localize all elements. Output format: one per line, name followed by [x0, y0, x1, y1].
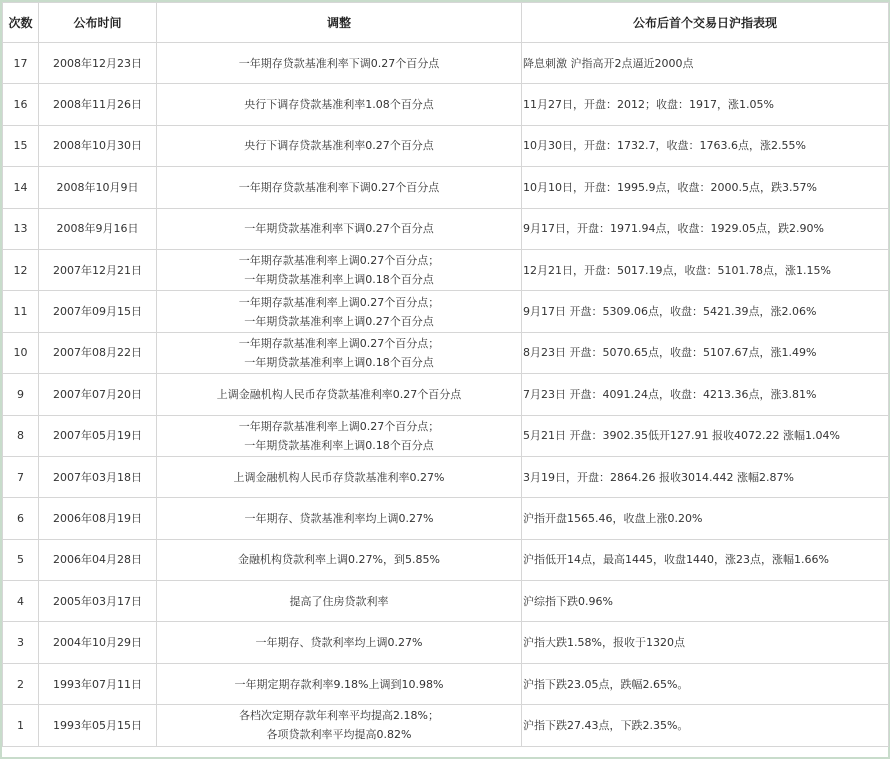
adjustment-line: 上调金融机构人民币存贷款基准利率0.27% [233, 470, 445, 484]
adjustment-line: 央行下调存贷款基准利率0.27个百分点 [244, 139, 434, 153]
adjustment-line: 一年期存、贷款基准利率均上调0.27% [244, 511, 434, 525]
cell-performance: 沪指开盘1565.46，收盘上涨0.20% [522, 498, 889, 539]
adjustment-line: 金融机构贷款利率上调0.27%，到5.85% [238, 553, 440, 567]
cell-count: 17 [3, 43, 39, 84]
adjustment-line: 一年期贷款基准利率上调0.18个百分点 [244, 438, 434, 452]
adjustment-line: 一年期存、贷款利率均上调0.27% [255, 636, 423, 650]
adjustment-line: 提高了住房贷款利率 [289, 594, 389, 608]
adjustment-line: 各项贷款利率平均提高0.82% [266, 728, 412, 742]
adjustment-line: 上调金融机构人民币存贷款基准利率0.27个百分点 [216, 387, 462, 401]
cell-performance: 9月17日，开盘：1971.94点，收盘：1929.05点，跌2.90% [522, 208, 889, 249]
adjustment-line: 一年期定期存款利率9.18%上调到10.98% [234, 677, 444, 691]
cell-count: 10 [3, 332, 39, 373]
table-row [3, 249, 889, 290]
cell-performance: 11月27日，开盘：2012；收盘：1917，涨1.05% [522, 84, 889, 125]
cell-date: 2008年10月30日 [39, 125, 157, 166]
cell-adjustment [157, 249, 522, 290]
cell-date: 2007年09月15日 [39, 291, 157, 332]
cell-adjustment [157, 415, 522, 456]
adjustment-line: 各档次定期存款年利率平均提高2.18%； [239, 709, 439, 723]
table-body [3, 43, 889, 747]
table-row [3, 581, 889, 622]
cell-date: 2007年03月18日 [39, 456, 157, 497]
table-row [3, 456, 889, 497]
cell-count: 8 [3, 415, 39, 456]
table-row [3, 208, 889, 249]
cell-count: 3 [3, 622, 39, 663]
cell-performance: 沪综指下跌0.96% [522, 581, 889, 622]
table-row [3, 415, 889, 456]
cell-adjustment [157, 498, 522, 539]
table-row [3, 332, 889, 373]
cell-adjustment [157, 125, 522, 166]
cell-performance: 5月21日 开盘：3902.35低开127.91 报收4072.22 涨幅1.04% [522, 415, 889, 456]
table-row [3, 125, 889, 166]
cell-date: 2006年08月19日 [39, 498, 157, 539]
cell-adjustment [157, 622, 522, 663]
cell-count: 13 [3, 208, 39, 249]
adjustment-line: 一年期存款基准利率上调0.27个百分点； [238, 295, 440, 309]
cell-adjustment [157, 208, 522, 249]
cell-date: 2007年05月19日 [39, 415, 157, 456]
cell-date: 2008年11月26日 [39, 84, 157, 125]
cell-adjustment [157, 705, 522, 746]
cell-adjustment [157, 663, 522, 704]
cell-performance: 12月21日，开盘：5017.19点，收盘：5101.78点，涨1.15% [522, 249, 889, 290]
table-row [3, 167, 889, 208]
cell-count: 7 [3, 456, 39, 497]
cell-date: 2006年04月28日 [39, 539, 157, 580]
cell-date: 1993年07月11日 [39, 663, 157, 704]
rate-history-table [2, 2, 889, 747]
adjustment-line: 一年期存款基准利率上调0.27个百分点； [238, 254, 440, 268]
cell-date: 2008年10月9日 [39, 167, 157, 208]
cell-count: 4 [3, 581, 39, 622]
cell-count: 9 [3, 374, 39, 415]
adjustment-line: 一年期存款基准利率上调0.27个百分点； [238, 419, 440, 433]
adjustment-line: 一年期贷款基准利率下调0.27个百分点 [244, 222, 434, 236]
cell-count: 14 [3, 167, 39, 208]
table-row [3, 622, 889, 663]
cell-count: 16 [3, 84, 39, 125]
table-row [3, 663, 889, 704]
cell-count: 11 [3, 291, 39, 332]
cell-performance: 沪指低开14点，最高1445，收盘1440，涨23点，涨幅1.66% [522, 539, 889, 580]
cell-count: 2 [3, 663, 39, 704]
adjustment-line: 一年期存贷款基准利率下调0.27个百分点 [238, 56, 440, 70]
table-header-row [3, 3, 889, 43]
adjustment-line: 一年期贷款基准利率上调0.18个百分点 [244, 273, 434, 287]
cell-performance: 10月10日，开盘：1995.9点，收盘：2000.5点，跌3.57% [522, 167, 889, 208]
cell-date: 2005年03月17日 [39, 581, 157, 622]
cell-adjustment [157, 291, 522, 332]
cell-count: 5 [3, 539, 39, 580]
cell-performance: 10月30日，开盘：1732.7，收盘：1763.6点，涨2.55% [522, 125, 889, 166]
cell-count: 6 [3, 498, 39, 539]
table-row [3, 291, 889, 332]
cell-date: 2008年9月16日 [39, 208, 157, 249]
header-date: 公布时间 [39, 3, 157, 43]
cell-adjustment [157, 539, 522, 580]
adjustment-line: 一年期贷款基准利率上调0.27个百分点 [244, 314, 434, 328]
cell-adjustment [157, 332, 522, 373]
cell-performance: 3月19日，开盘：2864.26 报收3014.442 涨幅2.87% [522, 456, 889, 497]
cell-date: 1993年05月15日 [39, 705, 157, 746]
cell-date: 2004年10月29日 [39, 622, 157, 663]
cell-date: 2007年08月22日 [39, 332, 157, 373]
cell-count: 12 [3, 249, 39, 290]
cell-date: 2008年12月23日 [39, 43, 157, 84]
table-row [3, 498, 889, 539]
cell-date: 2007年07月20日 [39, 374, 157, 415]
table-row [3, 43, 889, 84]
cell-performance: 沪指下跌23.05点，跌幅2.65%。 [522, 663, 889, 704]
cell-adjustment [157, 84, 522, 125]
cell-performance: 沪指大跌1.58%，报收于1320点 [522, 622, 889, 663]
header-adjustment: 调整 [157, 3, 522, 43]
cell-adjustment [157, 374, 522, 415]
adjustment-line: 央行下调存贷款基准利率1.08个百分点 [244, 98, 434, 112]
table-row [3, 705, 889, 746]
table-row [3, 374, 889, 415]
adjustment-line: 一年期存贷款基准利率下调0.27个百分点 [238, 180, 440, 194]
header-count: 次数 [3, 3, 39, 43]
cell-count: 1 [3, 705, 39, 746]
cell-count: 15 [3, 125, 39, 166]
cell-adjustment [157, 43, 522, 84]
cell-performance: 7月23日 开盘：4091.24点，收盘：4213.36点，涨3.81% [522, 374, 889, 415]
cell-performance: 8月23日 开盘：5070.65点，收盘：5107.67点，涨1.49% [522, 332, 889, 373]
header-performance: 公布后首个交易日沪指表现 [522, 3, 889, 43]
table-row [3, 539, 889, 580]
cell-date: 2007年12月21日 [39, 249, 157, 290]
cell-adjustment [157, 167, 522, 208]
table-row [3, 84, 889, 125]
cell-adjustment [157, 581, 522, 622]
cell-performance: 沪指下跌27.43点，下跌2.35%。 [522, 705, 889, 746]
cell-adjustment [157, 456, 522, 497]
cell-performance: 降息刺激 沪指高开2点逼近2000点 [522, 43, 889, 84]
cell-performance: 9月17日 开盘：5309.06点，收盘：5421.39点，涨2.06% [522, 291, 889, 332]
adjustment-line: 一年期存款基准利率上调0.27个百分点； [238, 336, 440, 350]
adjustment-line: 一年期贷款基准利率上调0.18个百分点 [244, 355, 434, 369]
